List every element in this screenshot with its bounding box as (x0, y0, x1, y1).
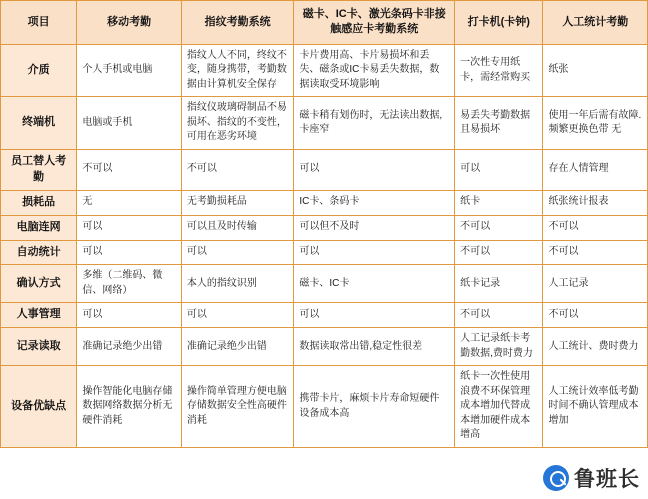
table-cell: 携带卡片，麻烦卡片寿命短硬件设备成本高 (294, 366, 455, 448)
header-row (1, 1, 648, 45)
table-cell: 个人手机或电脑 (77, 44, 181, 97)
table-cell: IC卡、条码卡 (294, 190, 455, 215)
column-header-card: 磁卡、IC卡、激光条码卡非接触感应卡考勤系统 (294, 1, 455, 45)
table-cell: 指纹人人不同，终纹不变，随身携带，考勤数据由计算机安全保存 (181, 44, 294, 97)
table-row (1, 190, 648, 215)
row-label: 介质 (1, 44, 77, 97)
column-header-fingerprint: 指纹考勤系统 (181, 1, 294, 45)
table-cell: 纸卡 (455, 190, 543, 215)
table-cell: 无考勤损耗品 (181, 190, 294, 215)
row-label: 自动统计 (1, 240, 77, 265)
table-cell: 人工统计、费时费力 (543, 328, 648, 366)
table-cell: 本人的指纹识别 (181, 265, 294, 303)
table-cell: 操作智能化电脑存储数据网络数据分析无硬件消耗 (77, 366, 181, 448)
table-cell: 多维（二维码、微信、网络） (77, 265, 181, 303)
row-label: 损耗品 (1, 190, 77, 215)
column-header-mobile: 移动考勤 (77, 1, 181, 45)
table-cell: 使用一年后需有故障.频繁更换色带 无 (543, 97, 648, 150)
row-label: 电脑连网 (1, 215, 77, 240)
table-cell: 纸张统计报表 (543, 190, 648, 215)
table-cell: 可以 (77, 240, 181, 265)
table-body (1, 44, 648, 447)
table-cell: 不可以 (543, 240, 648, 265)
table-cell: 磁卡、IC卡 (294, 265, 455, 303)
table-cell: 可以 (181, 303, 294, 328)
table-cell: 人工记录纸卡考勤数据,费时费力 (455, 328, 543, 366)
table-cell: 不可以 (181, 149, 294, 190)
table-cell: 存在人情管理 (543, 149, 648, 190)
table-cell: 一次性专用纸卡，需经常购买 (455, 44, 543, 97)
column-header-manual: 人工统计考勤 (543, 1, 648, 45)
table-cell: 不可以 (455, 240, 543, 265)
table-cell: 可以 (77, 303, 181, 328)
table-cell: 卡片费用高、卡片易损坏和丢失、磁条或IC卡易丢失数据，数据读取受环境影响 (294, 44, 455, 97)
table-row (1, 265, 648, 303)
table-cell: 纸张 (543, 44, 648, 97)
table-cell: 可以但不及时 (294, 215, 455, 240)
table-row (1, 366, 648, 448)
table-cell: 人工统计效率低考勤时间不确认管理成本增加 (543, 366, 648, 448)
table-cell: 纸卡一次性使用浪费不环保管理成本增加代替成本增加硬件成本增高 (455, 366, 543, 448)
search-circle-icon (543, 465, 569, 491)
table-row (1, 215, 648, 240)
table-header (1, 1, 648, 45)
table-row (1, 240, 648, 265)
table-cell: 纸卡记录 (455, 265, 543, 303)
table-cell: 可以 (77, 215, 181, 240)
watermark-brand: 鲁班长 (574, 468, 640, 491)
table-cell: 不可以 (455, 215, 543, 240)
table-cell: 易丢失考勤数据且易损坏 (455, 97, 543, 150)
row-label: 终端机 (1, 97, 77, 150)
watermark (543, 463, 640, 493)
row-label: 人事管理 (1, 303, 77, 328)
table-cell: 可以 (294, 303, 455, 328)
row-label: 记录读取 (1, 328, 77, 366)
table-cell: 不可以 (455, 303, 543, 328)
table-cell: 人工记录 (543, 265, 648, 303)
row-label: 员工替人考勤 (1, 149, 77, 190)
table-row (1, 328, 648, 366)
table-cell: 不可以 (77, 149, 181, 190)
table-cell: 可以且及时传输 (181, 215, 294, 240)
table-cell: 准确记录绝少出错 (77, 328, 181, 366)
table-cell: 操作简单管理方便电脑存储数据安全性高硬件消耗 (181, 366, 294, 448)
column-header-punchclock: 打卡机(卡钟) (455, 1, 543, 45)
table-cell: 可以 (455, 149, 543, 190)
row-label: 确认方式 (1, 265, 77, 303)
table-cell: 准确记录绝少出错 (181, 328, 294, 366)
table-cell: 不可以 (543, 303, 648, 328)
row-label: 设备优缺点 (1, 366, 77, 448)
table-cell: 电脑或手机 (77, 97, 181, 150)
table-cell: 可以 (294, 149, 455, 190)
table-cell: 可以 (294, 240, 455, 265)
table-cell: 磁卡稍有划伤时，无法读出数据,卡座窄 (294, 97, 455, 150)
column-header-item: 项目 (1, 1, 77, 45)
table-row (1, 149, 648, 190)
table-row (1, 303, 648, 328)
table-cell: 指纹仪玻璃碍制品不易损坏、指纹的不变性，可用在恶劣环境 (181, 97, 294, 150)
table-cell: 可以 (181, 240, 294, 265)
table-cell: 无 (77, 190, 181, 215)
table-row (1, 44, 648, 97)
table-row (1, 97, 648, 150)
table-cell: 不可以 (543, 215, 648, 240)
table-cell: 数据读取常出错,稳定性很差 (294, 328, 455, 366)
